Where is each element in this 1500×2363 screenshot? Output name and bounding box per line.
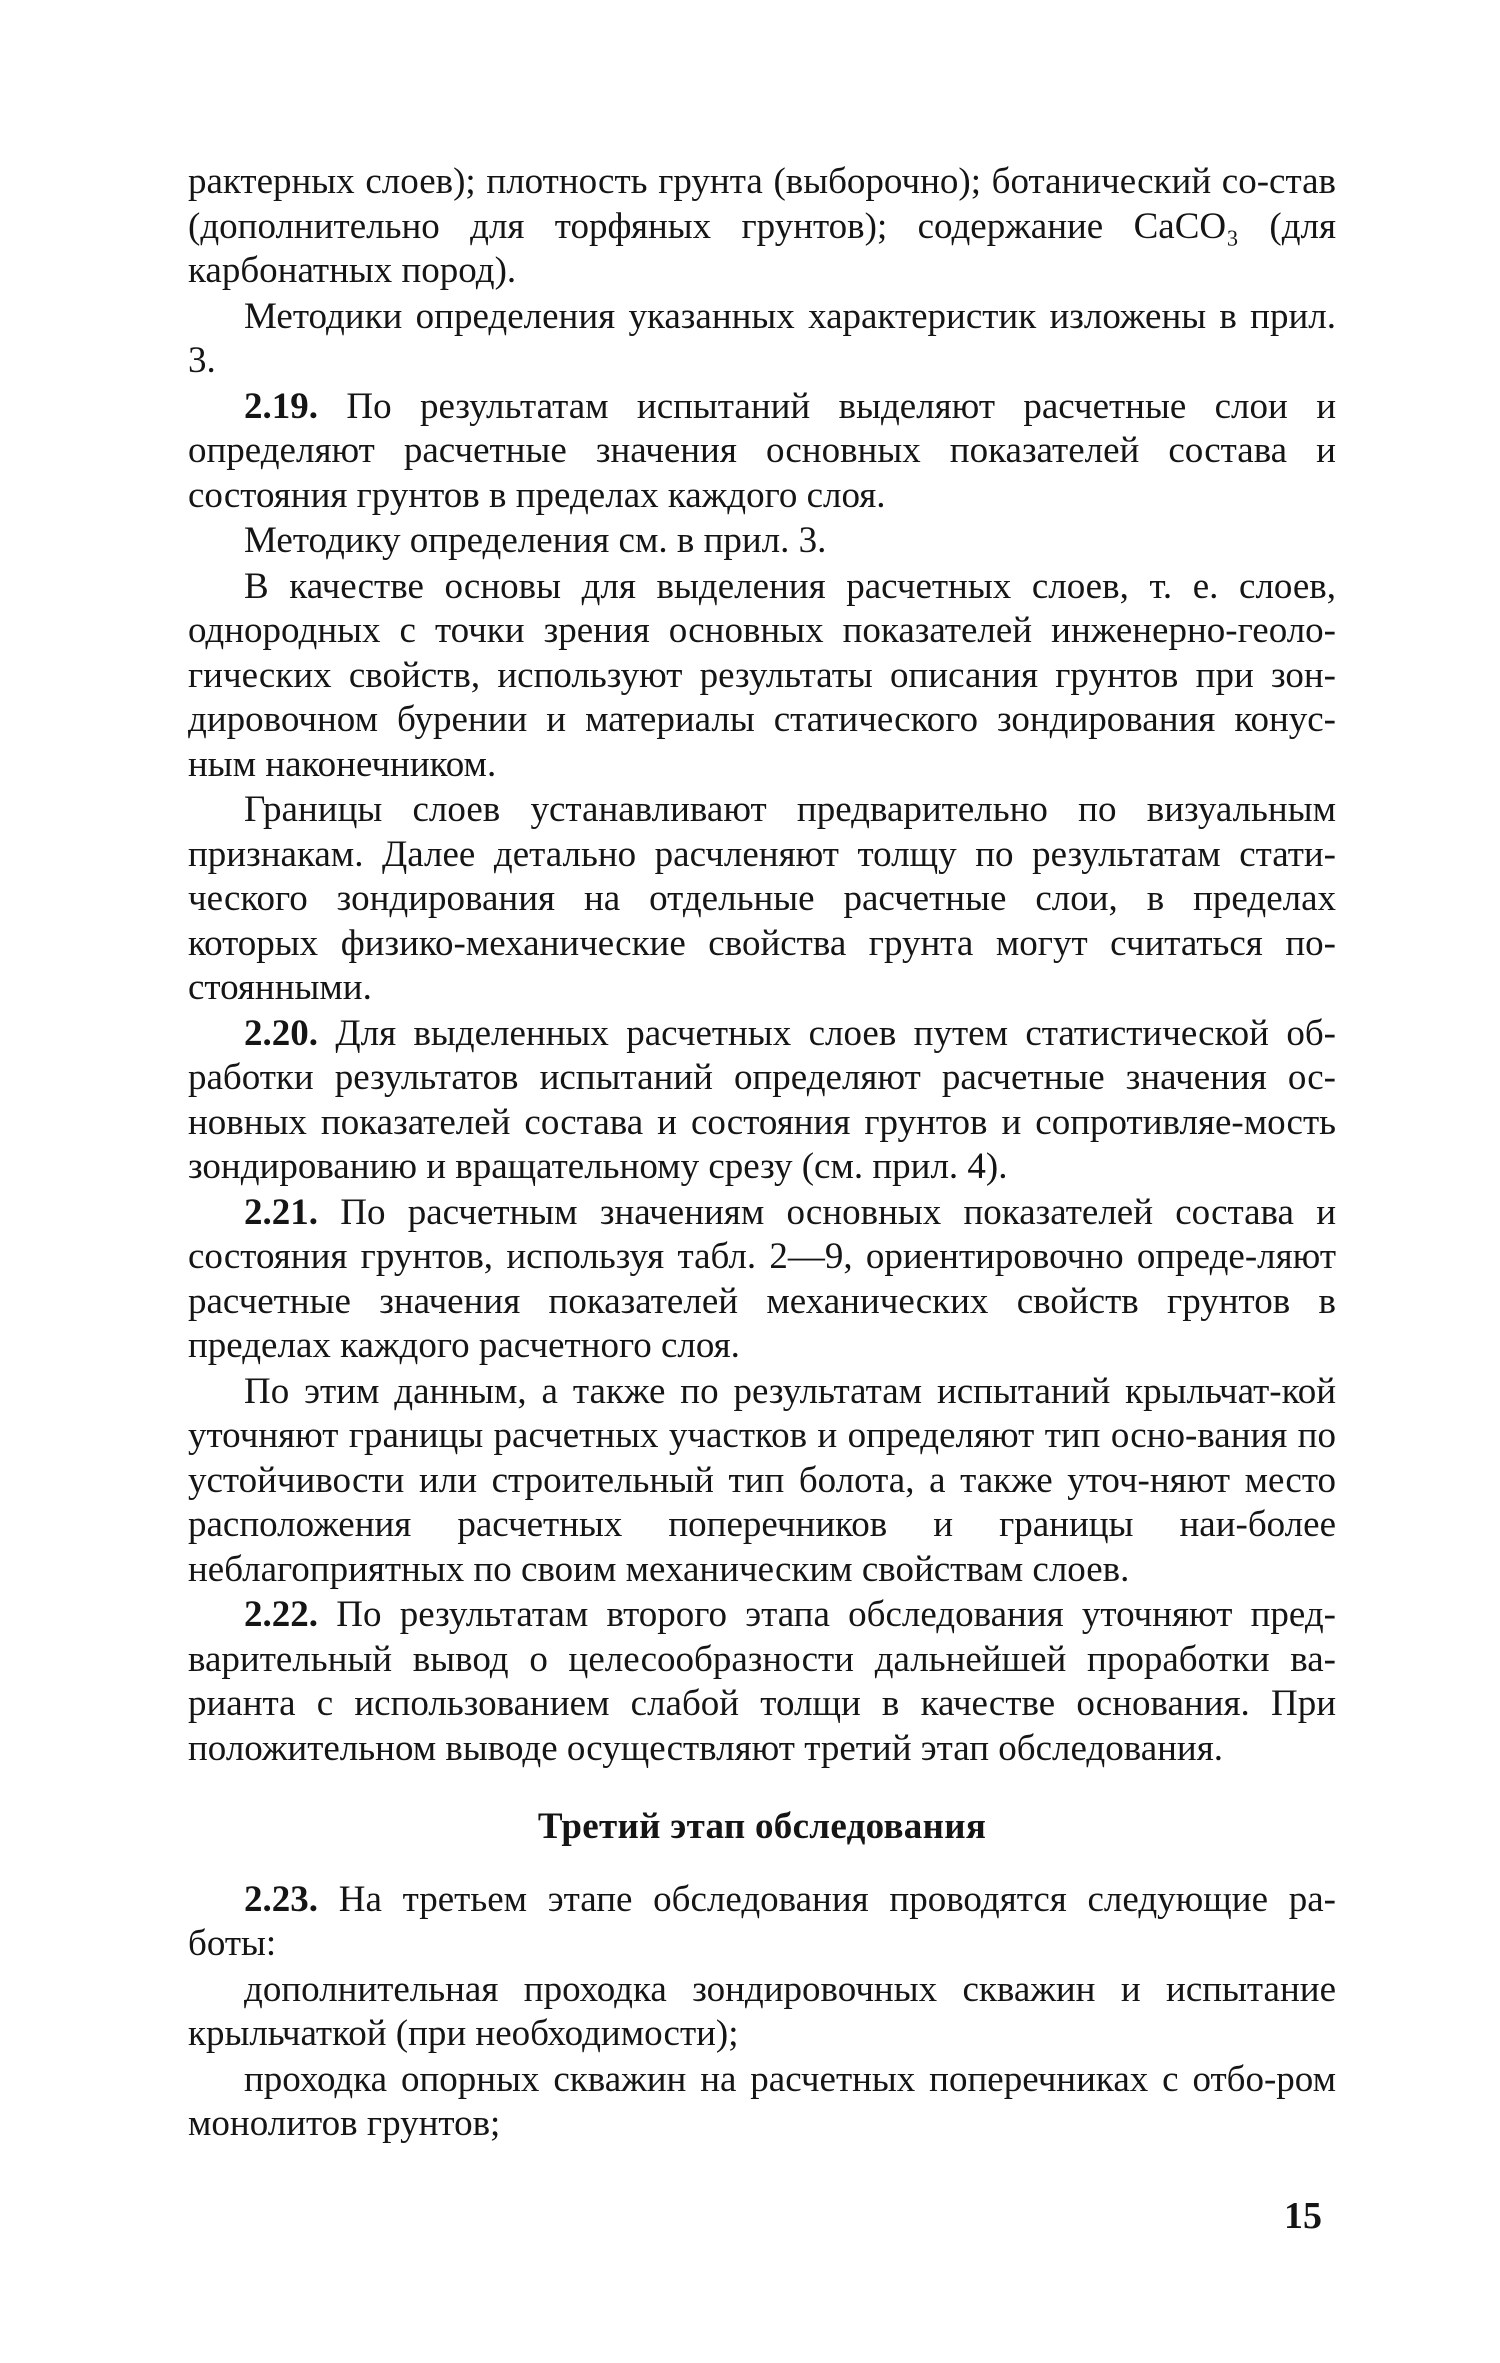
paragraph bbox=[188, 565, 1336, 788]
paragraph bbox=[188, 160, 1336, 294]
paragraph-text: По этим данным, а также по результатам испытаний крыльчат-кой уточняют границы расчетных участков и определяют тип осно-вания по устойчивости или строительный тип болота, а также уточ-няют место расположения расчетных поперечников и границы наи-более неблагоприятных по своим механическим свойствам слоев. bbox=[188, 1370, 1336, 1590]
clause-number: 2.19. bbox=[244, 385, 318, 427]
paragraph-text: В качестве основы для выделения расчетных слоев, т. е. слоев, однородных с точки зрения основных показателей инженерно-геоло-гических свойств, используют результаты описания грунтов при зон-дировочном бурении и материалы статического зондирования конус-ным наконечником. bbox=[188, 565, 1336, 785]
section-heading: Третий этап обследования bbox=[537, 1806, 987, 1847]
clause-number: 2.23. bbox=[244, 1878, 318, 1920]
paragraph bbox=[188, 295, 1336, 384]
paragraph bbox=[188, 1593, 1336, 1771]
paragraph-text: По результатам испытаний выделяют расчетные слои и определяют расчетные значения основных показателей состава и состояния грунтов в пределах каждого слоя. bbox=[188, 385, 1336, 516]
paragraph-text: Границы слоев устанавливают предварительно по визуальным признакам. Далее детально расчленяют толщу по результатам стати-ческого зондирования на отдельные расчетные слои, в пределах которых физико-механические свойства грунта могут считаться по-стоянными. bbox=[188, 789, 1336, 1008]
paragraph bbox=[188, 1878, 1336, 1967]
clause-number: 2.22. bbox=[244, 1594, 318, 1635]
paragraph bbox=[188, 1191, 1336, 1369]
paragraph-text: проходка опорных скважин на расчетных поперечниках с отбо-ром монолитов грунтов; bbox=[188, 2058, 1336, 2144]
paragraph-text: На третьем этапе обследования проводятся следующие ра-боты: bbox=[188, 1878, 1336, 1964]
paragraph-text: дополнительная проходка зондировочных скважин и испытание крыльчаткой (при необходимости); bbox=[188, 1968, 1336, 2054]
paragraph bbox=[188, 2058, 1336, 2147]
text-block-1 bbox=[188, 160, 1336, 1771]
paragraph bbox=[188, 385, 1336, 519]
paragraph-text: рактерных слоев); плотность грунта (выборочно); ботанический со-став (дополнительно для торфяных грунтов); содержание CaCO₃ (для карбонатных пород). bbox=[188, 161, 1336, 291]
paragraph bbox=[188, 1012, 1336, 1190]
paragraph bbox=[188, 788, 1336, 1011]
document-page bbox=[188, 160, 1336, 2148]
paragraph bbox=[188, 519, 1336, 564]
paragraph-text: По расчетным значениям основных показателей состава и состояния грунтов, используя табл. 2—9, ориентировочно опреде-ляют расчетные значения показателей механических свойств грунтов в пределах каждого расчетного слоя. bbox=[188, 1191, 1336, 1366]
text-block-2 bbox=[188, 1878, 1336, 2147]
paragraph-text: Методику определения см. в прил. 3. bbox=[244, 520, 827, 561]
paragraph bbox=[188, 1370, 1336, 1593]
page-number: 15 bbox=[1284, 2195, 1322, 2237]
clause-number: 2.21. bbox=[244, 1191, 318, 1233]
paragraph-text: По результатам второго этапа обследования уточняют пред-варительный вывод о целесообразности дальнейшей проработки ва-рианта с использованием слабой толщи в качестве основания. При положительном выводе осуществляют третий этап обследования. bbox=[188, 1594, 1336, 1769]
paragraph bbox=[188, 1968, 1336, 2057]
clause-number: 2.20. bbox=[244, 1012, 318, 1054]
paragraph-text: Методики определения указанных характеристик изложены в прил. 3. bbox=[188, 295, 1336, 381]
paragraph-text: Для выделенных расчетных слоев путем статистической об-работки результатов испытаний определяют расчетные значения ос-новных показателей состава и состояния грунтов и сопротивляе-мость зондированию и вращательному срезу (см. прил. 4). bbox=[188, 1012, 1336, 1187]
